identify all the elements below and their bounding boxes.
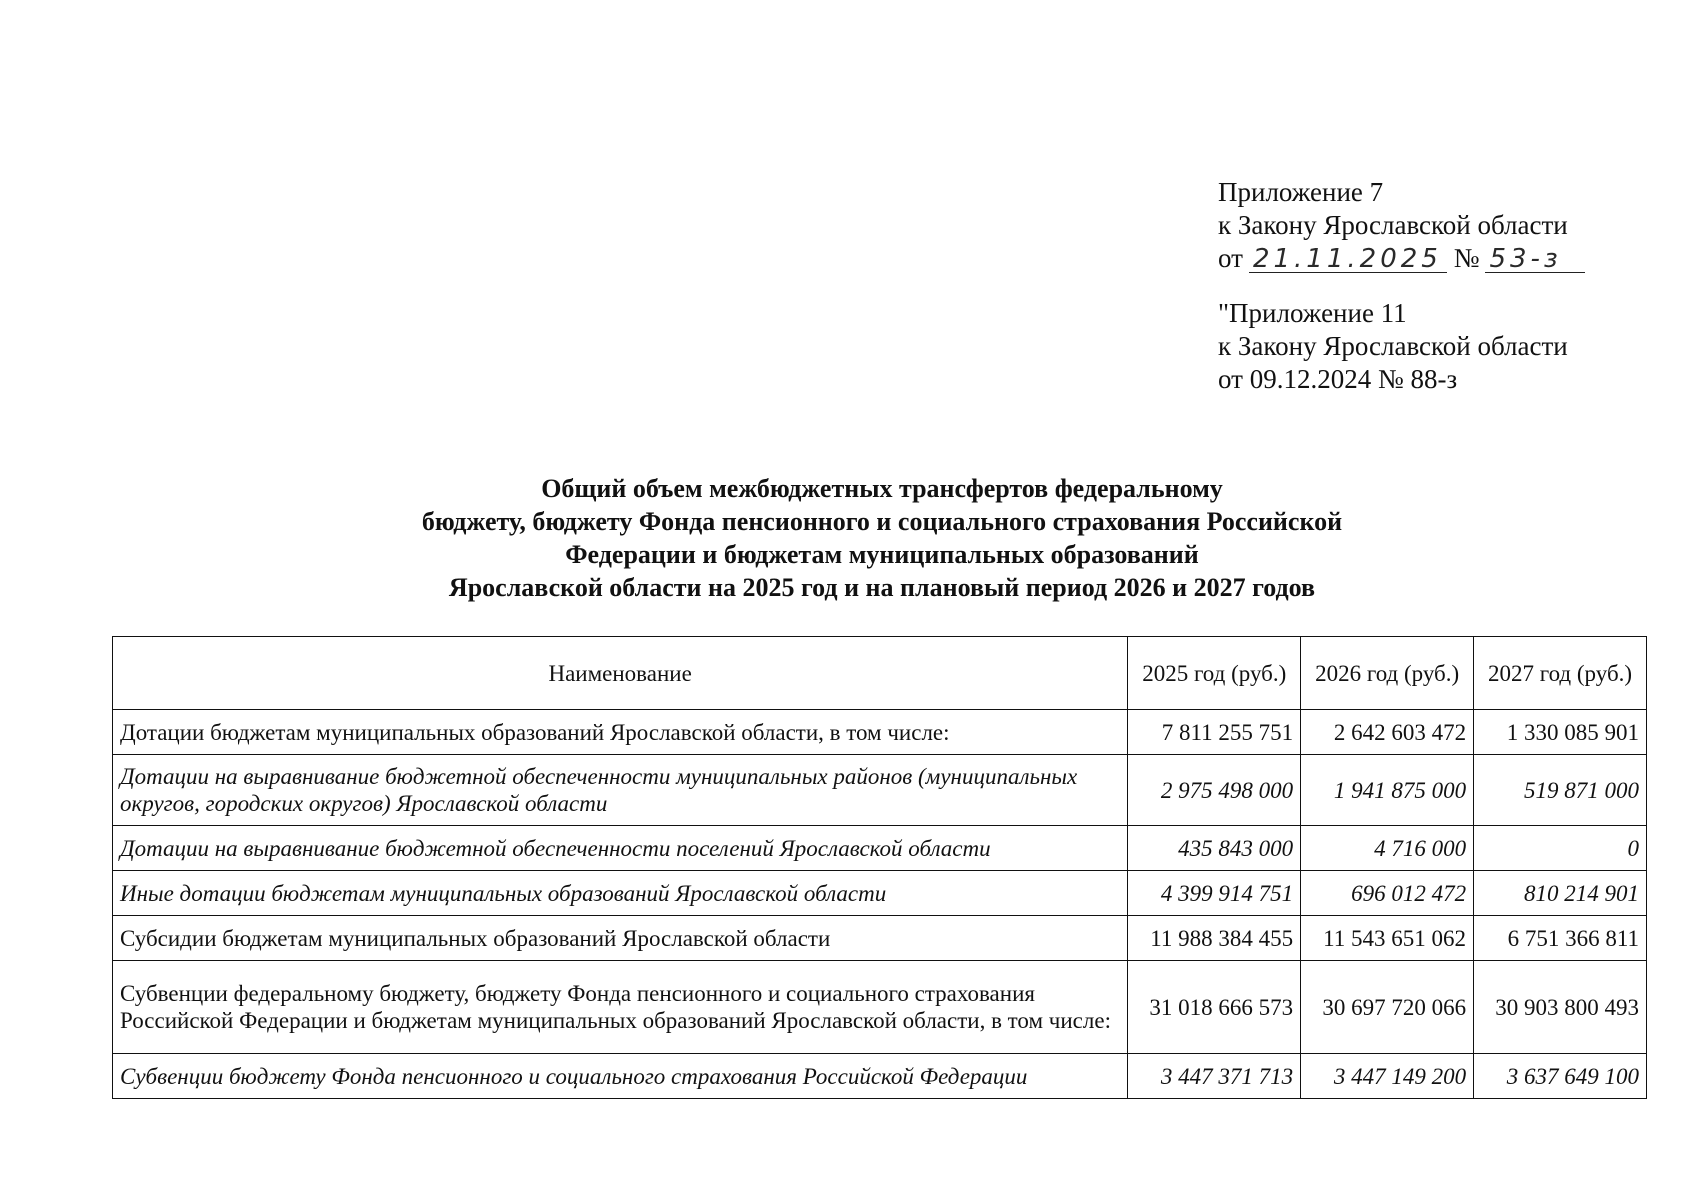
row-name: Субсидии бюджетам муниципальных образований Ярославской области xyxy=(113,916,1128,961)
title-line-2: бюджету, бюджету Фонда пенсионного и социального страхования Российской xyxy=(421,507,1343,536)
row-2025: 4 399 914 751 xyxy=(1128,871,1301,916)
annex-from-label: от xyxy=(1218,243,1243,273)
row-2025: 3 447 371 713 xyxy=(1128,1054,1301,1099)
prev-annex-line-2: к Закону Ярославской области xyxy=(1218,331,1568,361)
row-2026: 30 697 720 066 xyxy=(1301,961,1474,1054)
row-2027: 519 871 000 xyxy=(1474,755,1647,826)
row-2027: 3 637 649 100 xyxy=(1474,1054,1647,1099)
row-2025: 31 018 666 573 xyxy=(1128,961,1301,1054)
annex-block xyxy=(1218,176,1585,396)
row-2027: 810 214 901 xyxy=(1474,871,1647,916)
row-2026: 696 012 472 xyxy=(1301,871,1474,916)
row-2027: 0 xyxy=(1474,826,1647,871)
row-2026: 1 941 875 000 xyxy=(1301,755,1474,826)
row-2025: 7 811 255 751 xyxy=(1128,710,1301,755)
row-name: Иные дотации бюджетам муниципальных образований Ярославской области xyxy=(113,871,1128,916)
annex-line-1: Приложение 7 xyxy=(1218,177,1384,207)
handwritten-date: 21.11.2025 xyxy=(1249,246,1447,273)
header-2026: 2026 год (руб.) xyxy=(1301,637,1474,710)
header-name: Наименование xyxy=(113,637,1128,710)
row-2026: 3 447 149 200 xyxy=(1301,1054,1474,1099)
row-2027: 30 903 800 493 xyxy=(1474,961,1647,1054)
table-row xyxy=(113,1054,1647,1099)
table-row xyxy=(113,961,1647,1054)
row-2027: 6 751 366 811 xyxy=(1474,916,1647,961)
row-2027: 1 330 085 901 xyxy=(1474,710,1647,755)
prev-annex-line-1: "Приложение 11 xyxy=(1218,298,1407,328)
title-line-3: Федерации и бюджетам муниципальных образований xyxy=(565,540,1199,569)
table-row xyxy=(113,755,1647,826)
table-row xyxy=(113,871,1647,916)
table-row xyxy=(113,710,1647,755)
row-name: Субвенции бюджету Фонда пенсионного и социального страхования Российской Федерации xyxy=(113,1054,1128,1099)
title-line-1: Общий объем межбюджетных трансфертов федеральному xyxy=(541,474,1223,503)
header-2027: 2027 год (руб.) xyxy=(1474,637,1647,710)
row-name: Дотации на выравнивание бюджетной обеспеченности поселений Ярославской области xyxy=(113,826,1128,871)
row-2026: 2 642 603 472 xyxy=(1301,710,1474,755)
row-name: Дотации бюджетам муниципальных образований Ярославской области, в том числе: xyxy=(113,710,1128,755)
row-name: Субвенции федеральному бюджету, бюджету Фонда пенсионного и социального страхования Российской Федерации и бюджетам муниципальных образований Ярославской области, в том числе: xyxy=(113,961,1128,1054)
row-2025: 435 843 000 xyxy=(1128,826,1301,871)
table-row xyxy=(113,826,1647,871)
annex-number-sign: № xyxy=(1453,243,1480,273)
row-2026: 4 716 000 xyxy=(1301,826,1474,871)
row-name: Дотации на выравнивание бюджетной обеспеченности муниципальных районов (муниципальных округов, городских округов) Ярославской области xyxy=(113,755,1128,826)
row-2025: 11 988 384 455 xyxy=(1128,916,1301,961)
transfers-table xyxy=(112,636,1647,1099)
table-row xyxy=(113,916,1647,961)
row-2025: 2 975 498 000 xyxy=(1128,755,1301,826)
document-title xyxy=(0,472,1697,604)
table-header-row xyxy=(113,637,1647,710)
annex-date-line xyxy=(1218,242,1585,275)
handwritten-number: 53-з xyxy=(1485,246,1585,273)
annex-line-2: к Закону Ярославской области xyxy=(1218,210,1568,240)
prev-annex-line-3: от 09.12.2024 № 88-з xyxy=(1218,364,1458,394)
row-2026: 11 543 651 062 xyxy=(1301,916,1474,961)
header-2025: 2025 год (руб.) xyxy=(1128,637,1301,710)
title-line-4: Ярославской области на 2025 год и на плановый период 2026 и 2027 годов xyxy=(448,573,1316,602)
